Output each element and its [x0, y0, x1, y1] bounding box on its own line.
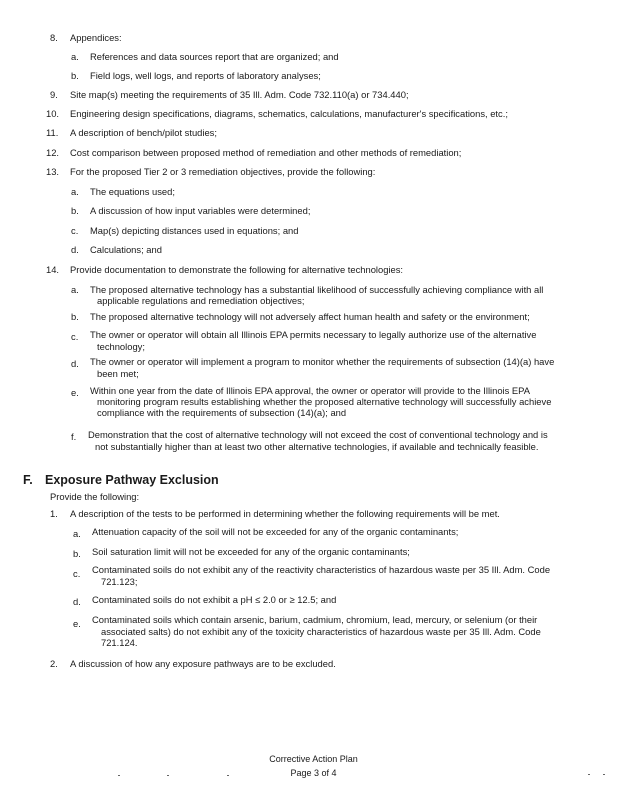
list-text: Calculations; and [90, 244, 162, 255]
list-text-line: The owner or operator will obtain all Illinois EPA permits necessary to legally authorize use of the alternative [90, 329, 537, 340]
list-text: A discussion of how any exposure pathways are to be excluded. [70, 658, 336, 669]
list-number: 2. [50, 658, 58, 669]
list-number: 8. [50, 32, 58, 43]
list-text-line: Contaminated soils do not exhibit a pH ≤ 2.0 or ≥ 12.5; and [92, 594, 337, 605]
list-text-line: applicable regulations and remediation objectives; [97, 295, 305, 306]
scan-speck [167, 775, 169, 776]
list-text-line: The proposed alternative technology will not adversely affect human health and safety or the environment; [90, 311, 530, 322]
scan-speck [603, 774, 605, 775]
list-text: References and data sources report that are organized; and [90, 51, 339, 62]
scan-speck [118, 775, 120, 776]
scan-speck [588, 774, 590, 775]
list-letter: b. [71, 205, 79, 216]
list-number: 11. [46, 127, 59, 138]
list-number: 9. [50, 89, 58, 100]
list-letter: a. [71, 186, 79, 197]
section-intro: Provide the following: [50, 491, 140, 502]
list-text-line: The proposed alternative technology has a substantial likelihood of successfully achieving compliance with all [90, 284, 544, 295]
list-letter: d. [71, 244, 79, 255]
list-letter: a. [71, 284, 79, 295]
list-letter: b. [73, 548, 81, 559]
list-number: 12. [46, 147, 60, 158]
list-text: A description of bench/pilot studies; [70, 127, 217, 138]
list-number: 14. [46, 264, 60, 275]
list-letter: d. [73, 596, 81, 607]
list-text: Cost comparison between proposed method of remediation and other methods of remediation; [70, 147, 462, 158]
list-letter: c. [71, 225, 79, 236]
list-text-line: Soil saturation limit will not be exceeded for any of the organic contaminants; [92, 546, 410, 557]
list-text-line: Within one year from the date of Illinois EPA approval, the owner or operator will provide to the Illinois EPA [90, 385, 530, 396]
list-text: Site map(s) meeting the requirements of 35 Ill. Adm. Code 732.110(a) or 734.440; [70, 89, 409, 100]
footer-page-number: Page 3 of 4 [290, 768, 337, 778]
list-text-line: 721.123; [101, 576, 138, 587]
list-text: Appendices: [70, 32, 122, 43]
list-text: A description of the tests to be performed in determining whether the following requirements will be met. [70, 508, 500, 519]
list-text-line: Demonstration that the cost of alternative technology will not exceed the cost of conventional technology and is [88, 429, 548, 440]
list-text: Map(s) depicting distances used in equations; and [90, 225, 299, 236]
list-text-line: been met; [97, 368, 139, 379]
list-text-line: The owner or operator will implement a program to monitor whether the requirements of subsection (14)(a) have [90, 356, 555, 367]
list-text: Field logs, well logs, and reports of laboratory analyses; [90, 70, 321, 81]
list-text-line: compliance with the requirements of subsection (14)(a); and [97, 407, 347, 418]
list-text-line: technology; [97, 341, 145, 352]
list-text-line: monitoring program results establishing whether the proposed alternative technology will successfully achieve [97, 396, 552, 407]
footer-title: Corrective Action Plan [269, 754, 358, 764]
list-text-line: not substantially higher than at least two other alternative technologies, if available and technically feasible. [95, 441, 539, 452]
section-title: Exposure Pathway Exclusion [45, 473, 219, 487]
list-letter: c. [73, 568, 81, 579]
list-text-line: Attenuation capacity of the soil will not be exceeded for any of the organic contaminants; [92, 526, 459, 537]
list-text-line: Contaminated soils do not exhibit any of the reactivity characteristics of hazardous waste per 35 Ill. Adm. Code [92, 564, 551, 575]
list-text: A discussion of how input variables were determined; [90, 205, 311, 216]
list-number: 13. [46, 166, 60, 177]
list-letter: f. [71, 431, 77, 442]
list-number: 1. [50, 508, 58, 519]
list-number: 10. [46, 108, 60, 119]
list-text-line: 721.124. [101, 637, 138, 648]
list-letter: d. [71, 358, 79, 369]
list-text: Engineering design specifications, diagrams, schematics, calculations, manufacturer's specifications, etc.; [70, 108, 508, 119]
list-text-line: associated salts) do not exhibit any of the toxicity characteristics of hazardous waste per 35 Ill. Adm. Code [101, 626, 541, 637]
list-text: Provide documentation to demonstrate the following for alternative technologies: [70, 264, 404, 275]
list-letter: a. [73, 528, 81, 539]
list-letter: b. [71, 311, 79, 322]
section-letter: F. [23, 473, 33, 487]
list-letter: b. [71, 70, 79, 81]
list-text-line: Contaminated soils which contain arsenic, barium, cadmium, chromium, lead, mercury, or selenium (or their [92, 614, 538, 625]
list-text: The equations used; [90, 186, 175, 197]
list-letter: a. [71, 51, 79, 62]
list-letter: e. [71, 387, 79, 398]
list-letter: e. [73, 618, 81, 629]
scan-speck [227, 775, 229, 776]
list-text: For the proposed Tier 2 or 3 remediation objectives, provide the following: [70, 166, 376, 177]
list-letter: c. [71, 331, 79, 342]
